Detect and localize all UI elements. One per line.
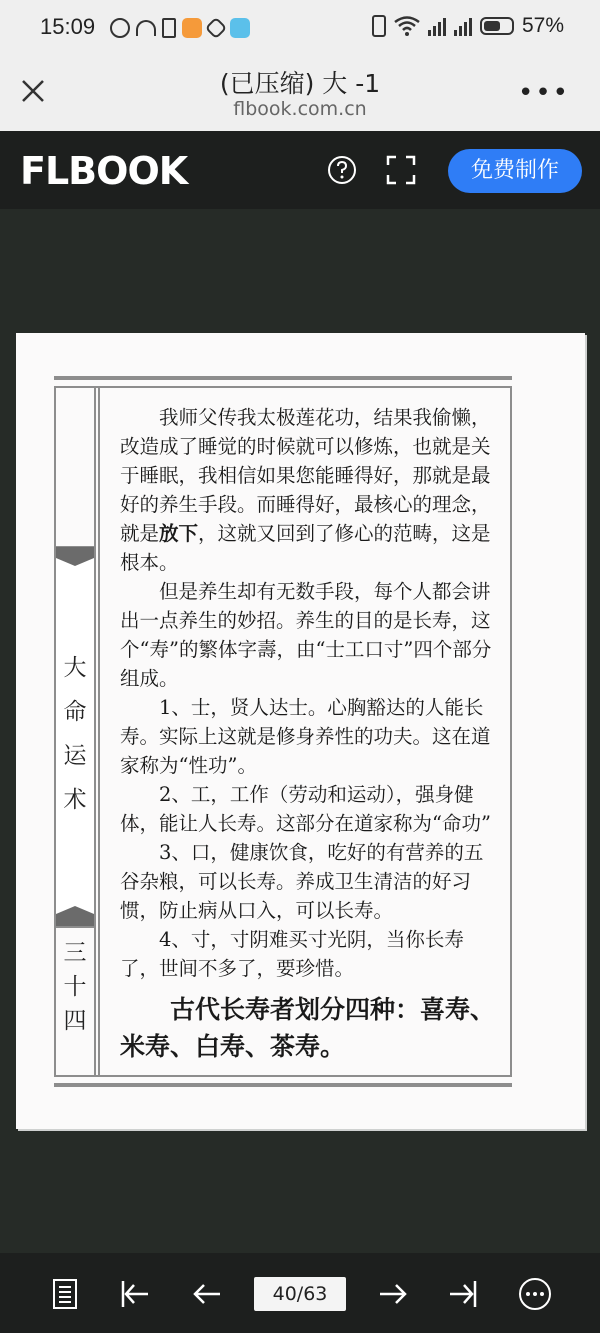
paragraph [120,403,500,577]
side-title-char: 运 [63,743,87,769]
battery-level: 57% [521,14,564,37]
paragraph-text: 我师父传我太极莲花功，结果我偷懒，改造成了睡觉的时候就可以修炼，也就是关于睡眠，我相信如果您能睡得好，那就是最好的养生手段。而睡得好，最核心的理念，就是 [120,406,491,545]
shield-app-icon [182,18,202,38]
status-time: 15:09 [40,14,96,39]
paragraph: 2、工，工作（劳动和运动），强身健体，能让人长寿。这部分在道家称为“命功” [120,783,491,835]
bottom-toolbar [0,1253,600,1333]
paragraph: 1、士，贤人达士。心胸豁达的人能长寿。实际上这就是修身养性的功夫。这在道家称为“性功”。 [120,696,491,777]
help-icon[interactable] [327,155,357,185]
side-number-char: 四 [63,1008,87,1034]
page-bottom-rule [54,1083,512,1087]
paragraph-bold-text: 放下 [159,522,199,545]
page-url: flbook.com.cn [233,98,367,120]
flbook-logo[interactable]: FLBOOK [20,149,188,193]
side-number-char: 十 [63,974,87,1000]
side-title-tab [56,546,94,926]
side-title-char: 术 [63,787,87,813]
battery-icon [480,17,514,35]
free-create-button[interactable]: 免费制作 [448,149,582,193]
page-body-text [120,403,500,1065]
paragraph-text: ，这就又回到了修心的范畴，这是根本。 [120,522,491,574]
link-app-icon [205,17,228,40]
side-number-char: 三 [63,940,87,966]
side-column-inner-rule [98,388,100,1075]
signal-5g-2-icon [454,16,472,36]
more-icon[interactable]: ••• [517,78,570,108]
sim-icon [162,18,176,38]
side-title-char: 命 [63,699,87,725]
previous-page-icon[interactable] [190,1277,224,1311]
page-top-rule [54,376,512,380]
side-title [56,646,94,822]
paragraph: 4、寸，寸阴难买寸光阴，当你长寿了，世间不多了，要珍惜。 [120,928,464,980]
page-indicator[interactable]: 40/63 [254,1277,346,1311]
page-title: (已压缩) 大 -1 [219,69,381,98]
page-heading: 古代长寿者划分四种：喜寿、米寿、白寿、茶寿。 [120,995,496,1061]
status-notification-icons [110,16,250,40]
status-system-icons [372,14,564,38]
wifi-icon [394,16,420,36]
app-header [0,131,600,209]
browser-header [0,56,600,131]
side-title-char: 大 [63,655,87,681]
headphones-icon [136,20,156,36]
side-page-number [56,936,94,1038]
table-of-contents-icon[interactable] [48,1277,82,1311]
side-number-divider [56,926,94,928]
paragraph: 但是养生却有无数手段，每个人都会讲出一点养生的妙招。养生的目的是长寿，这个“寿”的繁体字壽，由“士工口寸”四个部分组成。 [120,580,492,690]
first-page-icon[interactable] [118,1277,152,1311]
paragraph: 3、口，健康饮食，吃好的有营养的五谷杂粮，可以长寿。养成卫生清洁的好习惯，防止病从口入，可以长寿。 [120,841,484,922]
alarm-icon [110,18,130,38]
vibrate-icon [372,15,386,37]
side-column [56,388,96,1075]
book-viewer[interactable] [0,209,600,1253]
book-page [16,333,585,1129]
status-bar [0,0,600,56]
fullscreen-icon[interactable] [386,155,416,185]
signal-5g-1-icon [428,16,446,36]
next-page-icon[interactable] [376,1277,410,1311]
last-page-icon[interactable] [446,1277,480,1311]
book-app-icon [230,18,250,38]
more-options-icon[interactable] [518,1277,552,1311]
